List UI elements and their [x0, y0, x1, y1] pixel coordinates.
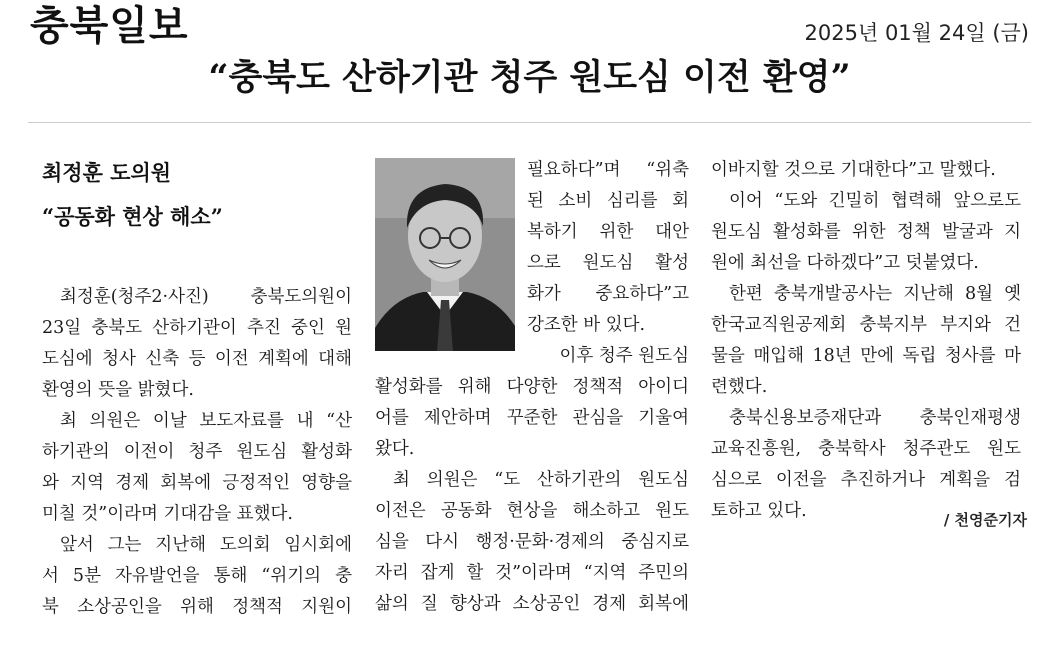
text-line: 화가 중요하다”고 [527, 284, 689, 304]
article-column-1 [42, 282, 352, 623]
text-line: 최정훈(청주2·사진) 충북도의원이 [60, 287, 352, 307]
portrait-photo-icon [375, 158, 515, 351]
text-line: 왔다. [375, 439, 415, 459]
text-line: 련했다. [711, 377, 768, 397]
text-line: 어를 제안하며 꾸준한 관심을 기울여 [375, 408, 689, 428]
publication-date: 2025년 01월 24일 (금) [804, 21, 1029, 45]
divider [28, 122, 1031, 123]
text-line: 23일 충북도 산하기관이 추진 중인 원 [42, 318, 352, 338]
text-line: 이어 “도와 긴밀히 협력해 앞으로도 [729, 191, 1021, 211]
byline: / 천영준기자 [943, 511, 1027, 529]
text-line: 북 소상공인을 위해 정책적 지원이 [42, 597, 352, 617]
text-line: 하기관의 이전이 청주 원도심 활성화 [42, 442, 352, 462]
text-line: 자리 잡게 할 것”이라며 “지역 주민의 [375, 563, 689, 583]
text-line: 한편 충북개발공사는 지난해 8월 옛 [729, 284, 1021, 304]
article-column-2-bottom [375, 341, 689, 620]
article-column-3 [711, 155, 1021, 527]
text-line: 이전은 공동화 현상을 해소하고 원도 [375, 501, 689, 521]
text-line: 충북신용보증재단과 충북인재평생 [729, 408, 1021, 428]
text-line: 원도심 활성화를 위한 정책 발굴과 지 [711, 222, 1021, 242]
text-line: 심을 다시 행정·문화·경제의 중심지로 [375, 532, 689, 552]
subhead-name: 최정훈 도의원 [42, 160, 172, 185]
text-line: 한국교직원공제회 충북지부 부지와 건 [711, 315, 1021, 335]
text-line: 활성화를 위해 다양한 정책적 아이디 [375, 377, 689, 397]
text-line: 최 의원은 “도 산하기관의 원도심 [393, 470, 689, 490]
text-line: 토하고 있다. [711, 501, 807, 521]
article-column-2-top [527, 155, 689, 341]
text-line: 심으로 이전을 추진하거나 계획을 검 [711, 470, 1021, 490]
text-line: 복하기 위한 대안 [527, 222, 689, 242]
text-line: 된 소비 심리를 회 [527, 191, 689, 211]
portrait-photo [375, 158, 515, 351]
text-line: 강조한 바 있다. [527, 315, 646, 335]
masthead: 충북일보 [30, 3, 189, 49]
text-line: 최 의원은 이날 보도자료를 내 “산 [60, 411, 352, 431]
text-line: 필요하다”며 “위축 [527, 160, 689, 180]
text-line: 이바지할 것으로 기대한다”고 말했다. [711, 160, 996, 180]
text-line: 이후 청주 원도심 [559, 346, 689, 366]
text-line: 삶의 질 향상과 소상공인 경제 회복에 [375, 594, 689, 614]
text-line: 서 5분 자유발언을 통해 “위기의 충 [42, 566, 352, 586]
text-line: 앞서 그는 지난해 도의회 임시회에 [60, 535, 352, 555]
text-line: 물을 매입해 18년 만에 독립 청사를 마 [711, 346, 1021, 366]
subhead-quote: “공동화 현상 해소” [42, 204, 223, 229]
text-line: 교육진흥원, 충북학사 청주관도 원도 [711, 439, 1021, 459]
text-line: 와 지역 경제 회복에 긍정적인 영향을 [42, 473, 352, 493]
text-line: 원에 최선을 다하겠다”고 덧붙였다. [711, 253, 979, 273]
headline: “충북도 산하기관 청주 원도심 이전 환영” [208, 57, 851, 98]
text-line: 환영의 뜻을 밝혔다. [42, 380, 194, 400]
text-line: 도심에 청사 신축 등 이전 계획에 대해 [42, 349, 352, 369]
text-line: 미칠 것”이라며 기대감을 표했다. [42, 504, 293, 524]
text-line: 으로 원도심 활성 [527, 253, 689, 273]
